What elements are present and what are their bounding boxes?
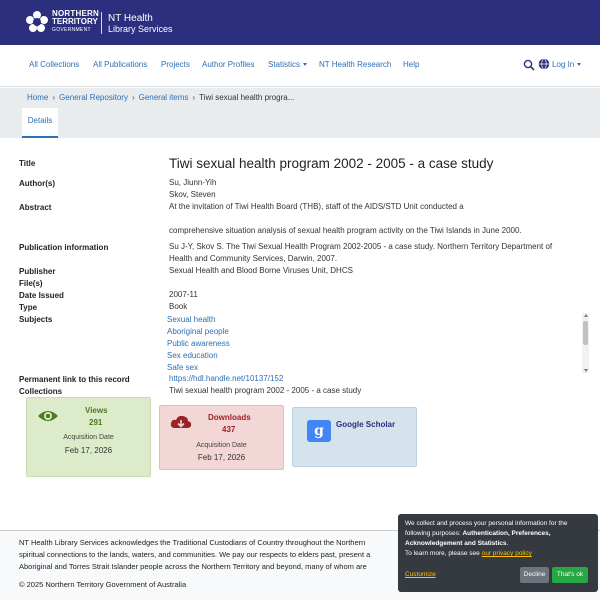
publication-info-line-2: Health and Community Services, Darwin, 2007. xyxy=(169,254,338,263)
label-title: Title xyxy=(19,159,36,168)
nav-help[interactable]: Help xyxy=(403,60,420,69)
nav-nt-health-research[interactable]: NT Health Research xyxy=(319,60,392,69)
views-label: Views xyxy=(85,406,108,415)
label-authors: Author(s) xyxy=(19,179,55,188)
breadcrumb-separator: › xyxy=(192,93,196,102)
nav-statistics[interactable] xyxy=(268,60,307,69)
collections-value[interactable]: Tiwi sexual health program 2002 - 2005 - a case study xyxy=(169,386,362,395)
subject-link[interactable]: Public awareness xyxy=(167,339,230,348)
nav-all-publications[interactable]: All Publications xyxy=(93,60,148,69)
breadcrumb-separator: › xyxy=(131,93,135,102)
scroll-down-icon[interactable] xyxy=(584,369,588,372)
breadcrumb-bar xyxy=(0,88,600,138)
main-nav xyxy=(0,45,600,87)
privacy-policy-link[interactable]: our privacy policy xyxy=(481,550,532,557)
subject-link[interactable]: Sex education xyxy=(167,351,218,360)
breadcrumb-home[interactable]: Home xyxy=(27,93,49,102)
breadcrumb-general-items[interactable]: General items xyxy=(138,93,189,102)
cookie-line-4 xyxy=(405,549,595,559)
cookie-line-3 xyxy=(405,539,595,549)
logo-divider xyxy=(101,12,102,34)
logo-wordmark xyxy=(52,10,99,34)
nt-government-logo[interactable] xyxy=(26,10,99,34)
label-type: Type xyxy=(19,303,38,312)
abstract-line-2: comprehensive situation analysis of sexual health program activity on the Tiwi Islands in June 2000. xyxy=(169,226,522,235)
author-2: Skov, Steven xyxy=(169,190,216,199)
subject-link[interactable]: Safe sex xyxy=(167,363,199,372)
ack-line-3: Aboriginal and Torres Strait Islander people across the Northern Territory and beyond, many of whom are xyxy=(19,562,367,571)
cookie-line-2-text: following purposes: xyxy=(405,530,463,537)
nav-projects[interactable]: Projects xyxy=(161,60,190,69)
google-scholar-label: Google Scholar xyxy=(336,420,396,429)
logo-line-2: TERRITORY xyxy=(52,17,98,26)
ack-line-2: spiritual connections to the lands, waters, and communities. We pay our respects to elders past, present a xyxy=(19,550,371,559)
accept-button[interactable]: That's ok xyxy=(552,567,588,583)
cookie-purposes-b: Acknowledgement and Statistics xyxy=(405,540,507,547)
downloads-card xyxy=(159,405,284,470)
downloads-acquisition-date: Feb 17, 2026 xyxy=(197,453,246,462)
copyright: © 2025 Northern Territory Government of Australia xyxy=(19,580,187,589)
logo-line-1: NORTHERN xyxy=(52,9,99,18)
subjects-scrollbar[interactable] xyxy=(582,313,589,373)
globe-icon[interactable] xyxy=(538,58,550,70)
label-collections: Collections xyxy=(19,387,63,396)
cookie-purposes-a: Authentication, Preferences, xyxy=(462,530,551,537)
logo-line-3: GOVERNMENT xyxy=(52,27,91,33)
label-date-issued: Date Issued xyxy=(19,291,64,300)
cookie-learn-more: To learn more, please see xyxy=(405,550,482,557)
publication-info-line-1: Su J-Y, Skov S. The Tiwi Sexual Health Program 2002-2005 - a case study. Northern Territory Department of xyxy=(169,242,553,251)
eye-icon xyxy=(37,408,59,424)
nav-statistics-label: Statistics xyxy=(268,60,301,69)
site-name-line-2: Library Services xyxy=(108,24,173,34)
cookie-message xyxy=(405,519,595,559)
scroll-up-icon[interactable] xyxy=(584,314,588,317)
label-publisher: Publisher xyxy=(19,267,56,276)
scrollbar-thumb[interactable] xyxy=(583,321,588,345)
subject-link[interactable]: Sexual health xyxy=(167,315,216,324)
breadcrumb-separator: › xyxy=(52,93,56,102)
site-name-line-1: NT Health xyxy=(108,13,153,24)
cookie-line-3-end: . xyxy=(506,540,509,547)
cookie-line-1: We collect and process your personal information for the xyxy=(405,520,568,527)
permalink-link[interactable]: https://hdl.handle.net/10137/152 xyxy=(169,374,284,383)
label-permalink: Permanent link to this record xyxy=(19,375,130,384)
downloads-acquisition-label: Acquisition Date xyxy=(196,442,247,449)
label-subjects: Subjects xyxy=(19,315,53,324)
breadcrumb xyxy=(27,93,294,102)
google-scholar-card[interactable] xyxy=(292,407,417,467)
downloads-label: Downloads xyxy=(208,413,251,422)
publisher-value: Sexual Health and Blood Borne Viruses Unit, DHCS xyxy=(169,266,353,275)
views-count: 291 xyxy=(89,418,103,427)
login-dropdown[interactable] xyxy=(552,60,581,69)
date-issued-value: 2007-11 xyxy=(169,290,198,299)
nav-all-collections[interactable]: All Collections xyxy=(29,60,80,69)
tab-details[interactable]: Details xyxy=(22,108,58,138)
label-files: File(s) xyxy=(19,279,43,288)
nav-author-profiles[interactable]: Author Profiles xyxy=(202,60,255,69)
breadcrumb-current: Tiwi sexual health progra... xyxy=(199,93,295,102)
cloud-download-icon xyxy=(170,414,192,432)
chevron-down-icon xyxy=(577,63,581,66)
abstract-line-1: At the invitation of Tiwi Health Board (THB), staff of the AIDS/STD Unit conducted a xyxy=(169,202,464,211)
views-card xyxy=(26,397,151,477)
login-label: Log In xyxy=(552,60,575,69)
views-acquisition-label: Acquisition Date xyxy=(63,434,114,441)
logo-flower-icon xyxy=(26,11,48,33)
downloads-count: 437 xyxy=(222,425,236,434)
breadcrumb-general-repository[interactable]: General Repository xyxy=(59,93,128,102)
ack-line-1: NT Health Library Services acknowledges the Traditional Custodians of Country throughout the Northern xyxy=(19,538,366,547)
subject-link[interactable]: Aboriginal people xyxy=(167,327,229,336)
google-scholar-icon: g xyxy=(307,420,331,442)
acknowledgement-of-country xyxy=(19,537,399,573)
decline-button[interactable]: Decline xyxy=(520,567,549,583)
site-name[interactable] xyxy=(108,13,173,35)
author-1: Su, Jiunn-Yih xyxy=(169,178,217,187)
type-value: Book xyxy=(169,302,188,311)
search-icon[interactable] xyxy=(523,59,535,71)
site-header xyxy=(0,0,600,45)
chevron-down-icon xyxy=(303,63,307,66)
label-abstract: Abstract xyxy=(19,203,52,212)
views-acquisition-date: Feb 17, 2026 xyxy=(64,446,113,455)
record-title: Tiwi sexual health program 2002 - 2005 - a case study xyxy=(169,156,494,171)
customize-link[interactable]: Customize xyxy=(405,571,436,578)
subjects-list[interactable] xyxy=(163,313,589,373)
label-publication-info: Publication information xyxy=(19,243,109,252)
cookie-line-2 xyxy=(405,529,595,539)
